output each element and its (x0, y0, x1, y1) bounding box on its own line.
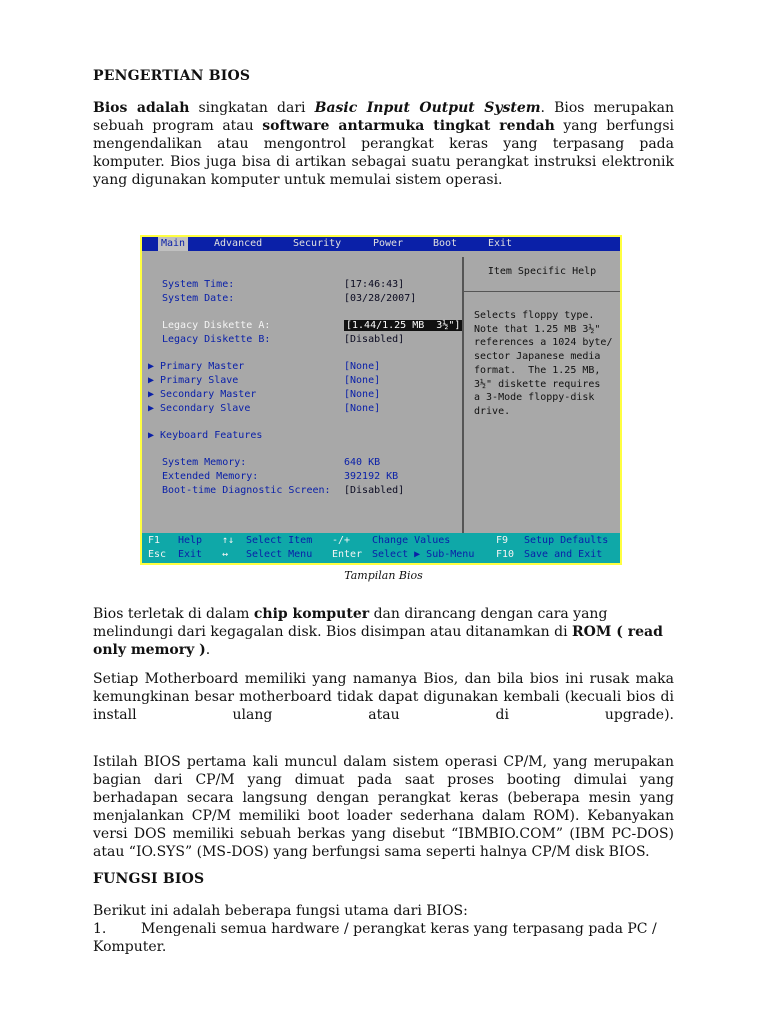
key-desc: Setup Defaults (524, 535, 609, 546)
help-title: Item Specific Help (487, 266, 597, 277)
paragraph-motherboard: Setiap Motherboard memiliki yang namanya Bios, dan bila bios ini rusak maka kemungkinan besar motherboard tidak dapat digunakan kembali (kecuali bios di install ulang atau di upgrade). (93, 671, 674, 723)
bold-italic-term: Basic Input Output System (314, 100, 541, 116)
text-run: . Bios merupakan sebuah program atau (93, 100, 674, 134)
boot-diagnostic-value[interactable]: [Disabled] (344, 485, 405, 496)
key-arrows-leftright: ↔ (222, 549, 229, 560)
section-heading-fungsi: FUNGSI BIOS (93, 871, 205, 887)
bold-term: chip komputer (253, 606, 370, 622)
bios-key-legend (142, 533, 620, 563)
legacy-diskette-a-label: Legacy Diskette A: (162, 320, 271, 331)
key-minus-plus: -/+ (332, 535, 351, 546)
key-f1: F1 (148, 535, 161, 546)
text-run: Bios terletak di dalam (93, 606, 254, 622)
figure-caption: Tampilan Bios (344, 569, 423, 582)
legacy-diskette-a-value[interactable]: [1.44/1.25 MB 3½"] (346, 320, 461, 331)
paragraph-location (93, 605, 674, 659)
paragraph-definition (93, 99, 674, 189)
system-time-value[interactable]: [17:46:43] (344, 279, 405, 290)
bios-tab-main[interactable]: Main (158, 237, 188, 251)
bold-term: software antarmuka tingkat rendah (262, 118, 555, 134)
legacy-diskette-b-value[interactable]: [Disabled] (344, 334, 405, 345)
key-f9: F9 (496, 535, 509, 546)
help-divider (464, 291, 620, 292)
secondary-master-label[interactable]: ▶ Secondary Master (148, 389, 257, 400)
bios-tab-boot[interactable]: Boot (433, 238, 458, 249)
system-date-value[interactable]: [03/28/2007] (344, 293, 417, 304)
list-item (93, 920, 674, 956)
key-desc: Save and Exit (524, 549, 603, 560)
primary-master-value: [None] (344, 361, 381, 372)
text-run: yang berfungsi mengendalikan atau mengontrol perangkat keras yang terpasang pada komputer. Bios juga bisa di artikan sebagai suatu perangkat instruksi elektronik yang digunakan komputer untuk memulai sistem operasi. (93, 118, 674, 188)
extended-memory-value: 392192 KB (344, 471, 399, 482)
system-time-label: System Time: (162, 279, 235, 290)
bios-screen (142, 237, 620, 563)
list-number: 1. (93, 921, 107, 937)
key-arrows-updown: ↑↓ (222, 535, 235, 546)
key-f10: F10 (496, 549, 515, 560)
bios-screenshot (140, 235, 622, 565)
list-text: Mengenali semua hardware / perangkat keras yang terpasang pada PC / Komputer. (93, 921, 657, 955)
key-desc: Select Menu (246, 549, 313, 560)
key-desc: Exit (178, 549, 203, 560)
keyboard-features-label[interactable]: ▶ Keyboard Features (148, 430, 263, 441)
legacy-diskette-b-label: Legacy Diskette B: (162, 334, 271, 345)
bios-tab-exit[interactable]: Exit (488, 238, 513, 249)
bold-term: Bios adalah (93, 100, 190, 116)
key-desc: Select ▶ Sub-Menu (372, 549, 475, 560)
bios-tab-security[interactable]: Security (293, 238, 342, 249)
primary-slave-value: [None] (344, 375, 381, 386)
secondary-slave-label[interactable]: ▶ Secondary Slave (148, 403, 251, 414)
paragraph-history: Istilah BIOS pertama kali muncul dalam sistem operasi CP/M, yang merupakan bagian dari CP/M yang dimuat pada saat proses booting dimulai yang berhadapan secara langsung dengan perangkat keras (beberapa mesin yang menjalankan CP/M memiliki boot loader sederhana dalam ROM). Kebanyakan versi DOS memiliki sebuah berkas yang disebut “IBMBIO.COM” (IBM PC-DOS) atau “IO.SYS” (MS-DOS) yang berfungsi sama seperti halnya CP/M disk BIOS. (93, 754, 674, 860)
bios-menu-bar (142, 237, 620, 251)
boot-diagnostic-label: Boot-time Diagnostic Screen: (162, 485, 331, 496)
system-memory-label: System Memory: (162, 457, 247, 468)
key-enter: Enter (332, 549, 363, 560)
secondary-slave-value: [None] (344, 403, 381, 414)
help-text: Selects floppy type. Note that 1.25 MB 3½" references a 1024 byte/ sector Japanese media format. The 1.25 MB, 3½" diskette requires a 3-Mode floppy-disk drive. (474, 310, 613, 417)
key-desc: Select Item (246, 535, 313, 546)
bios-tab-power[interactable]: Power (373, 238, 404, 249)
text-run: . (205, 642, 211, 658)
text-run: singkatan dari (189, 100, 315, 116)
system-date-label: System Date: (162, 293, 235, 304)
text-run: dan dirancang dengan cara yang melindungi dari kegagalan disk. Bios disimpan atau ditanamkan di (93, 606, 608, 640)
primary-slave-label[interactable]: ▶ Primary Slave (148, 375, 239, 386)
help-panel (462, 257, 620, 533)
key-desc: Change Values (372, 535, 451, 546)
extended-memory-label: Extended Memory: (162, 471, 259, 482)
bios-tab-advanced[interactable]: Advanced (214, 238, 263, 249)
primary-master-label[interactable]: ▶ Primary Master (148, 361, 245, 372)
bold-term: ROM ( read only memory ) (93, 624, 663, 658)
secondary-master-value: [None] (344, 389, 381, 400)
system-memory-value: 640 KB (344, 457, 381, 468)
functions-intro: Berikut ini adalah beberapa fungsi utama dari BIOS: (93, 903, 468, 919)
key-desc: Help (178, 535, 203, 546)
key-esc: Esc (148, 549, 167, 560)
section-heading-pengertian: PENGERTIAN BIOS (93, 68, 251, 84)
